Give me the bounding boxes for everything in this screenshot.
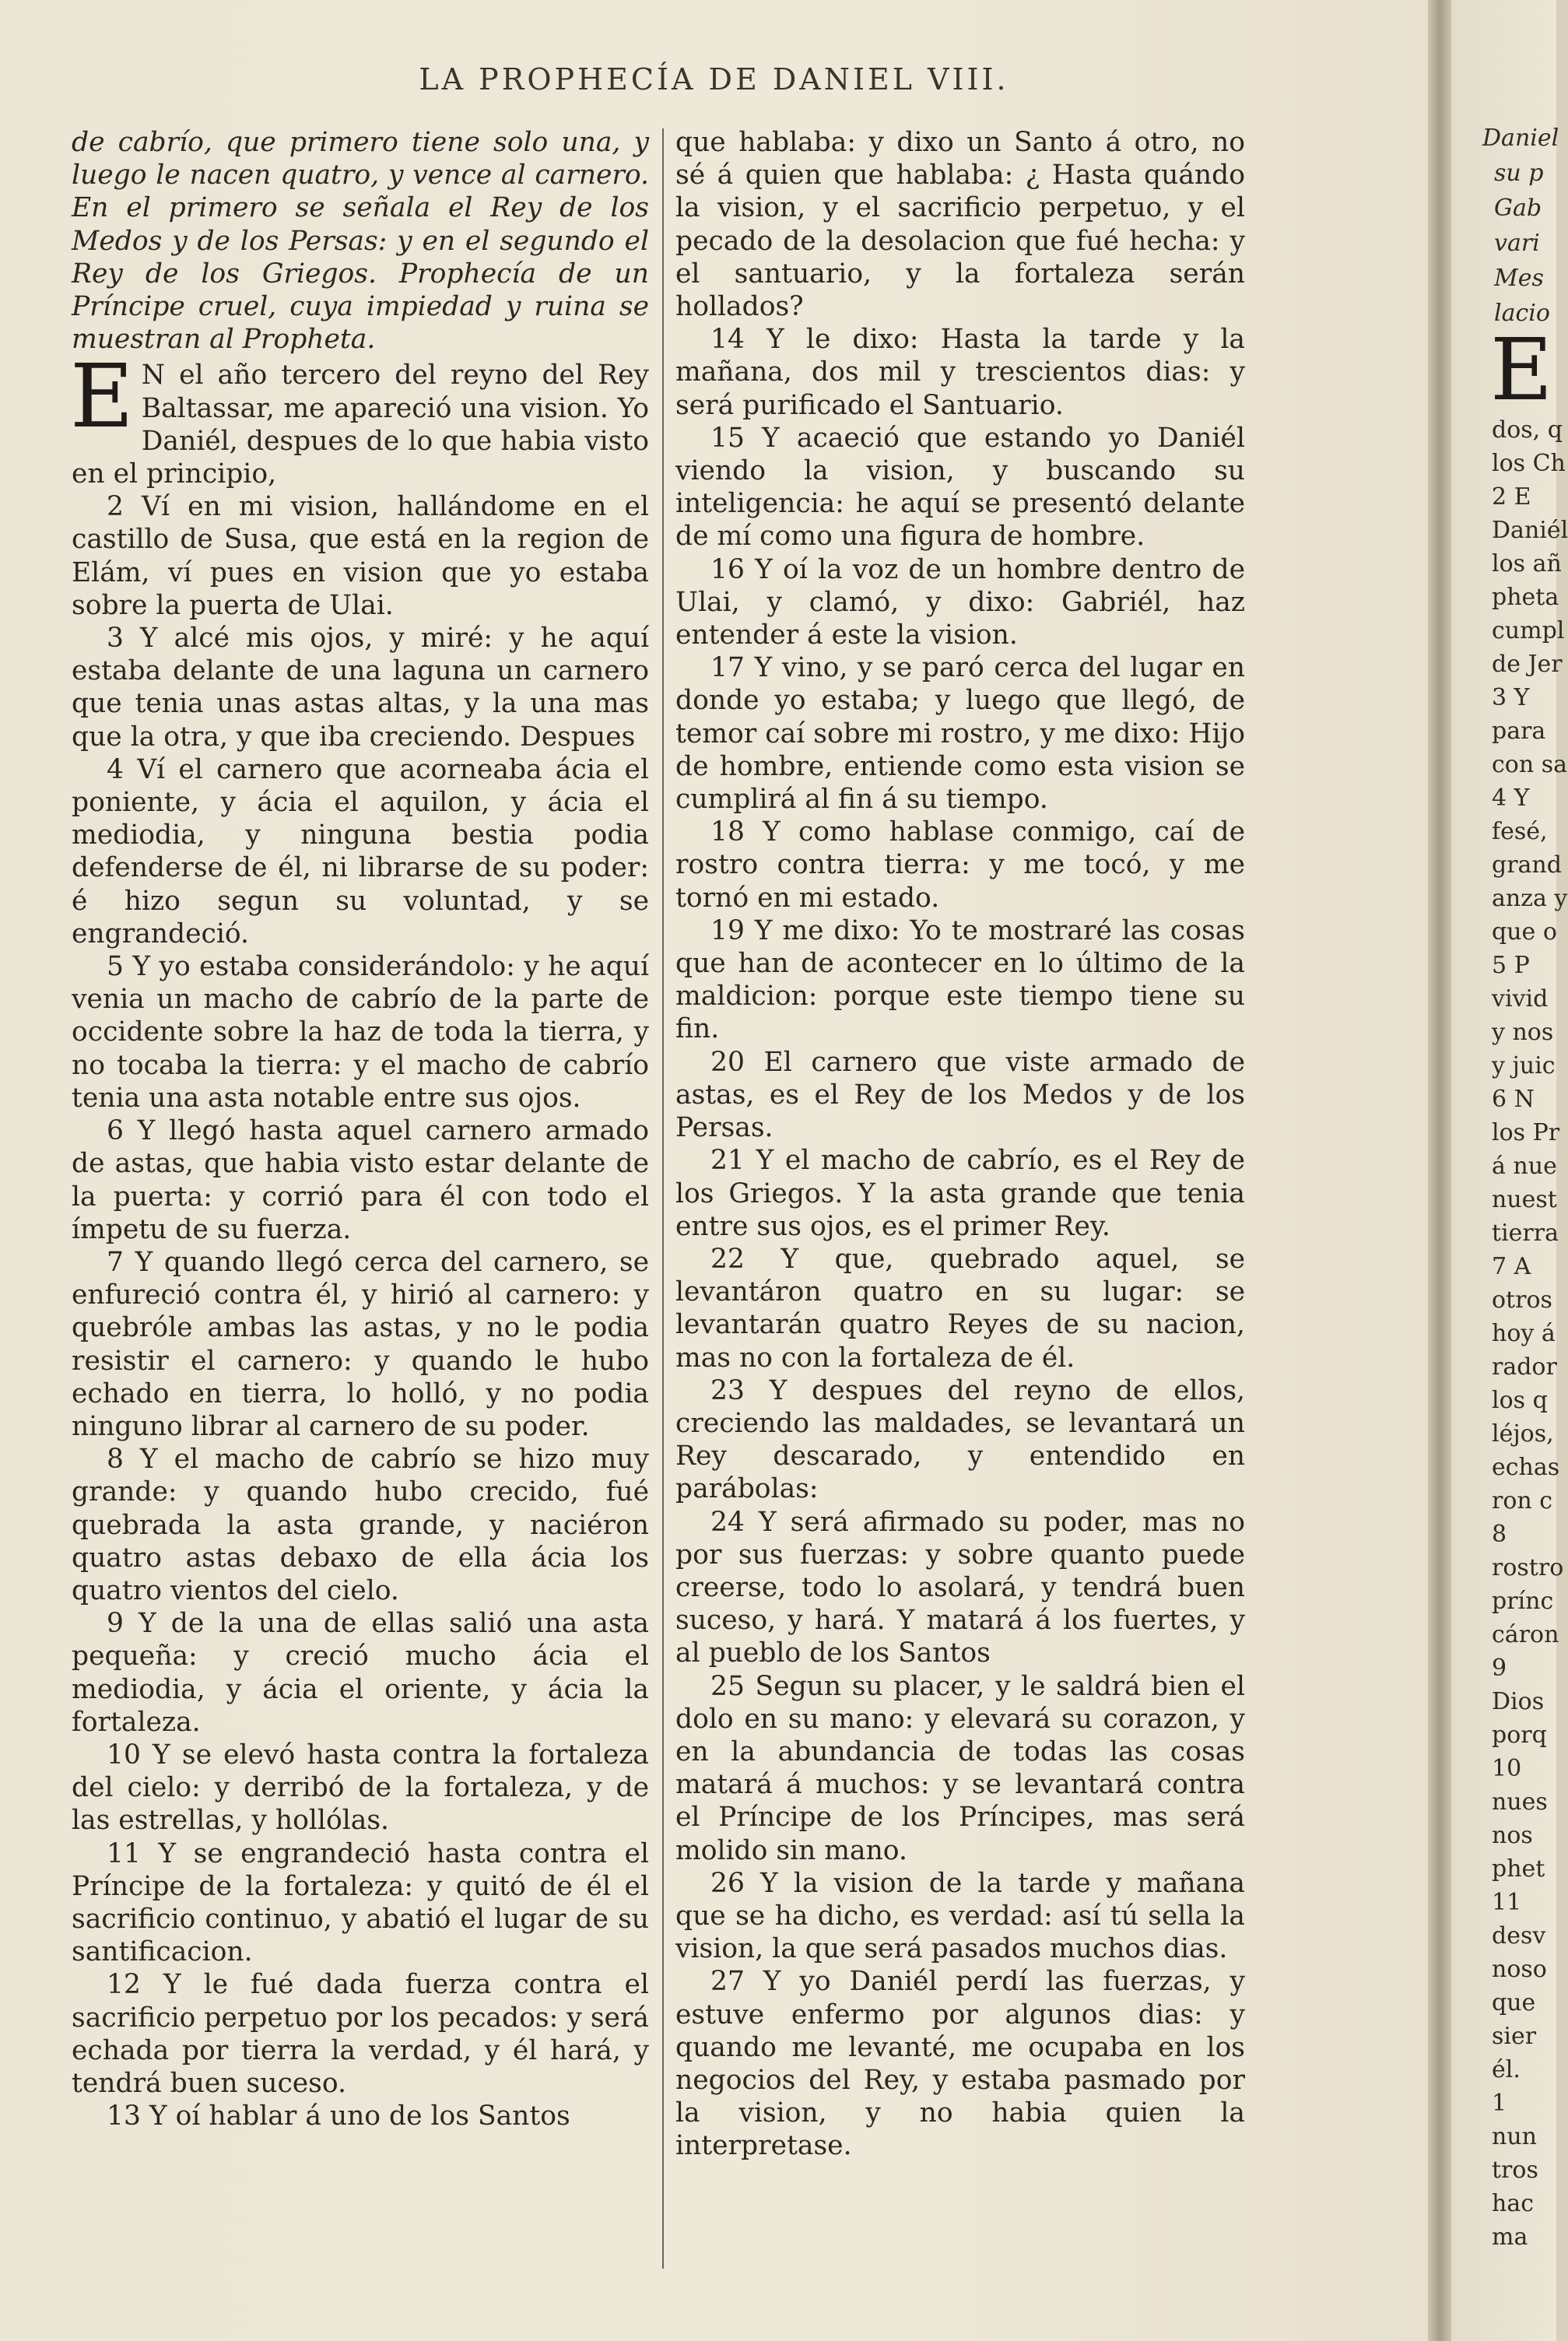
verse: 11 Y se engrandeció hasta contra el Príncipe de la fortaleza: y quitó de él el sacrificio continuo, y abatió el lugar de su santificacion. bbox=[72, 1837, 649, 1968]
column-divider bbox=[662, 128, 664, 2269]
verse: 23 Y despues del reyno de ellos, creciendo las maldades, se levantará un Rey descarado, y entendido en parábolas: bbox=[675, 1374, 1245, 1505]
facing-text-fragment: rostro bbox=[1492, 1554, 1564, 1581]
facing-text-fragment: 1 bbox=[1492, 2090, 1507, 2117]
verse: 21 Y el macho de cabrío, es el Rey de los Griegos. Y la asta grande que tenia entre sus ojos, es el primer Rey. bbox=[675, 1145, 1245, 1242]
book-gutter bbox=[1428, 0, 1451, 2341]
facing-text-fragment: 6 N bbox=[1492, 1086, 1535, 1113]
left-column bbox=[72, 126, 649, 2132]
facing-text-fragment: cáron bbox=[1492, 1621, 1559, 1648]
facing-summary-fragment: Gab bbox=[1494, 195, 1542, 222]
facing-text-fragment: nun bbox=[1492, 2123, 1537, 2150]
facing-text-fragment: noso bbox=[1492, 1956, 1547, 1983]
facing-text-fragment: vivid bbox=[1492, 985, 1549, 1013]
verse: 9 Y de la una de ellas salió una asta pequeña: y creció mucho ácia el mediodia, y ácia el oriente, y ácia la fortaleza. bbox=[72, 1608, 649, 1738]
facing-text-fragment: Dios bbox=[1492, 1688, 1545, 1715]
facing-text-fragment: que o bbox=[1492, 918, 1557, 946]
verse: 27 Y yo Daniél perdí las fuerzas, y estuve enfermo por algunos dias: y quando me levanté, me ocupaba en los negocios del Rey, y estaba pasmado por la vision, y no habia quien la interpretase. bbox=[675, 1966, 1245, 2162]
verse: 12 Y le fué dada fuerza contra el sacrificio perpetuo por los pecados: y será echada por tierra la verdad, y él hará, y tendrá buen suceso. bbox=[72, 1969, 649, 2099]
facing-page-edge bbox=[1451, 0, 1568, 2341]
right-verse-list bbox=[675, 323, 1245, 2162]
facing-text-fragment: tierra bbox=[1492, 1220, 1559, 1247]
right-column bbox=[675, 126, 1245, 2163]
facing-text-fragment: con sa bbox=[1492, 751, 1568, 778]
verse: 16 Y oí la voz de un hombre dentro de Ulai, y clamó, y dixo: Gabriél, haz entender á este la vision. bbox=[675, 553, 1245, 651]
facing-text-fragment: los Pr bbox=[1492, 1119, 1560, 1146]
verse: 24 Y será afirmado su poder, mas no por sus fuerzas: y sobre quanto puede creerse, todo lo asolará, y tendrá buen suceso, y hará. Y matará á los fuertes, y al pueblo de los Santos bbox=[675, 1506, 1245, 1669]
facing-text-fragment: nuest bbox=[1492, 1186, 1557, 1213]
facing-text-fragment: Daniél bbox=[1492, 517, 1568, 544]
verse: 13 Y oí hablar á uno de los Santos bbox=[107, 2101, 570, 2132]
facing-text-fragment: desv bbox=[1492, 1922, 1546, 1950]
verse: 6 Y llegó hasta aquel carnero armado de astas, que habia visto estar delante de la puerta: y corrió para él con todo el ímpetu de su fuerza. bbox=[72, 1115, 649, 1245]
verse: 8 Y el macho de cabrío se hizo muy grande: y quando hubo crecido, fué quebrada la asta grande, y naciéron quatro astas debaxo de ella ácia los quatro vientos del cielo. bbox=[72, 1444, 649, 1606]
verse: 26 Y la vision de la tarde y mañana que se ha dicho, es verdad: así tú sella la vision, la que será pasados muchos dias. bbox=[675, 1867, 1245, 1965]
facing-text-fragment: grand bbox=[1492, 851, 1562, 879]
verse: 15 Y acaeció que estando yo Daniél viendo la vision, y buscando su inteligencia: he aquí se presentó delante de mí como una figura de hombre. bbox=[675, 422, 1245, 553]
facing-summary-fragment: vari bbox=[1494, 230, 1540, 257]
facing-summary-fragment: Daniel bbox=[1482, 125, 1559, 152]
facing-text-fragment: los q bbox=[1492, 1387, 1548, 1414]
facing-drop-cap: E bbox=[1490, 320, 1553, 419]
facing-text-fragment: otros bbox=[1492, 1286, 1552, 1314]
facing-text-fragment: cumpl bbox=[1492, 617, 1565, 644]
drop-cap: E bbox=[70, 346, 134, 448]
facing-text-fragment: para bbox=[1492, 718, 1546, 745]
facing-text-fragment: y nos bbox=[1492, 1019, 1554, 1046]
running-head: LA PROPHECÍA DE DANIEL VIII. bbox=[419, 62, 1009, 97]
facing-text-fragment: que bbox=[1492, 1989, 1536, 2016]
facing-text-fragment: á nue bbox=[1492, 1153, 1557, 1180]
facing-text-fragment: nos bbox=[1492, 1822, 1533, 1849]
verse-13-continuation: que hablaba: y dixo un Santo á otro, no sé á quien que hablaba: ¿ Hasta quándo la vision, y el sacrificio perpetuo, y el pecado de la desolacion que fué hecha: y el santuario, y la fortaleza serán hollados? bbox=[675, 127, 1245, 323]
verse: 7 Y quando llegó cerca del carnero, se enfureció contra él, y hirió al carnero: y quebróle ambas las astas, y no le podia resistir el carnero: y quando le hubo echado en tierra, lo holló, y no podia ninguno librar al carnero de su poder. bbox=[72, 1246, 649, 1442]
facing-text-fragment: de Jer bbox=[1492, 651, 1563, 678]
verse: 10 Y se elevó hasta contra la fortaleza del cielo: y derribó de la fortaleza, y de las estrellas, y hollólas. bbox=[72, 1739, 649, 1837]
facing-text-fragment: rador bbox=[1492, 1353, 1557, 1381]
verse: 22 Y que, quebrado aquel, se levantáron quatro en su lugar: se levantarán quatro Reyes de su nacion, mas no con la fortaleza de él. bbox=[675, 1243, 1245, 1374]
facing-text-fragment: 11 bbox=[1492, 1889, 1522, 1916]
facing-summary-fragment: lacio bbox=[1494, 300, 1550, 327]
verse: 4 Ví el carnero que acorneaba ácia el poniente, y ácia el aquilon, y ácia el mediodia, y ninguna bestia podia defenderse de él, ni librarse de su poder: é hizo segun su voluntad, y se engrandeció. bbox=[72, 753, 649, 949]
facing-text-fragment: porq bbox=[1492, 1722, 1547, 1749]
verse: 5 Y yo estaba considerándolo: y he aquí venia un macho de cabrío de la parte de occidente sobre la haz de toda la tierra, y no tocaba la tierra: y el macho de cabrío tenia una asta notable entre sus ojos. bbox=[72, 951, 649, 1114]
facing-text-fragment: fesé, bbox=[1492, 818, 1548, 845]
facing-text-fragment: dos, q bbox=[1492, 416, 1563, 444]
facing-text-fragment: phet bbox=[1492, 1855, 1545, 1883]
facing-summary-fragment: su p bbox=[1494, 160, 1544, 187]
verse-1-text: N el año tercero del reyno del Rey Baltassar, me apareció una vision. Yo Daniél, despues de lo que habia visto en el principio, bbox=[72, 360, 649, 490]
verse: 18 Y como hablase conmigo, caí de rostro contra tierra: y me tocó, y me tornó en mi estado. bbox=[675, 816, 1245, 914]
left-verse-list bbox=[72, 490, 649, 2132]
verse: 3 Y alcé mis ojos, y miré: y he aquí estaba delante de una laguna un carnero que tenia unas astas altas, y la una mas que la otra, y que iba creciendo. Despues bbox=[72, 623, 649, 753]
facing-text-fragment: los Ch bbox=[1492, 450, 1566, 477]
verse: 14 Y le dixo: Hasta la tarde y la mañana, dos mil y trescientos dias: y será purificado el Santuario. bbox=[675, 324, 1245, 421]
facing-text-fragment: prínc bbox=[1492, 1588, 1554, 1615]
facing-text-fragment: ron c bbox=[1492, 1487, 1553, 1514]
facing-text-fragment: él. bbox=[1492, 2056, 1521, 2083]
verse: 19 Y me dixo: Yo te mostraré las cosas que han de acontecer en lo último de la maldicion: porque este tiempo tiene su fin. bbox=[675, 914, 1245, 1045]
facing-text-fragment: léjos, bbox=[1492, 1420, 1554, 1448]
facing-text-fragment: sier bbox=[1492, 2023, 1537, 2050]
facing-text-fragment: los añ bbox=[1492, 550, 1562, 577]
facing-text-fragment: anza y bbox=[1492, 885, 1568, 912]
facing-text-fragment: 2 E bbox=[1492, 483, 1531, 511]
facing-text-fragment: 4 Y bbox=[1492, 784, 1530, 812]
facing-text-fragment: 5 P bbox=[1492, 952, 1530, 979]
facing-text-fragment: tros bbox=[1492, 2157, 1538, 2184]
facing-text-fragment: 9 bbox=[1492, 1655, 1507, 1682]
verse: 20 El carnero que viste armado de astas, es el Rey de los Medos y de los Persas. bbox=[675, 1046, 1245, 1144]
facing-text-fragment: 7 A bbox=[1492, 1253, 1531, 1280]
facing-text-fragment: nues bbox=[1492, 1788, 1548, 1816]
facing-text-fragment: echas bbox=[1492, 1454, 1560, 1481]
verse-1 bbox=[70, 346, 649, 490]
facing-text-fragment: pheta bbox=[1492, 584, 1559, 611]
chapter-summary: de cabrío, que primero tiene solo una, y luego le nacen quatro, y vence al carnero. En el primero se señala el Rey de los Medos y de los Persas: y en el segundo el Rey de los Griegos. Prophecía de un Príncipe cruel, cuya impiedad y ruina se muestran al Propheta. bbox=[72, 127, 649, 356]
facing-summary-fragment: Mes bbox=[1494, 265, 1544, 292]
verse: 2 Ví en mi vision, hallándome en el castillo de Susa, que está en la region de Elám, ví pues en vision que yo estaba sobre la puerta de Ulai. bbox=[72, 491, 649, 621]
facing-text-fragment: 10 bbox=[1492, 1755, 1522, 1782]
facing-text-fragment: y juic bbox=[1492, 1052, 1556, 1079]
facing-text-fragment: hac bbox=[1492, 2190, 1535, 2217]
verse: 25 Segun su placer, y le saldrá bien el dolo en su mano: y elevará su corazon, y en la abundancia de todas las cosas matará á muchos: y se levantará contra el Príncipe de los Príncipes, mas será molido sin mano. bbox=[675, 1670, 1245, 1866]
facing-text-fragment: 3 Y bbox=[1492, 684, 1530, 711]
facing-text-fragment: 8 bbox=[1492, 1521, 1507, 1548]
verse: 17 Y vino, y se paró cerca del lugar en donde yo estaba; y luego que llegó, de temor caí sobre mi rostro, y me dixo: Hijo de hombre, entiende como esta vision se cumplirá al fin á su tiempo. bbox=[675, 652, 1245, 816]
facing-text-fragment: hoy á bbox=[1492, 1320, 1556, 1347]
facing-text-fragment: ma bbox=[1492, 2223, 1528, 2251]
